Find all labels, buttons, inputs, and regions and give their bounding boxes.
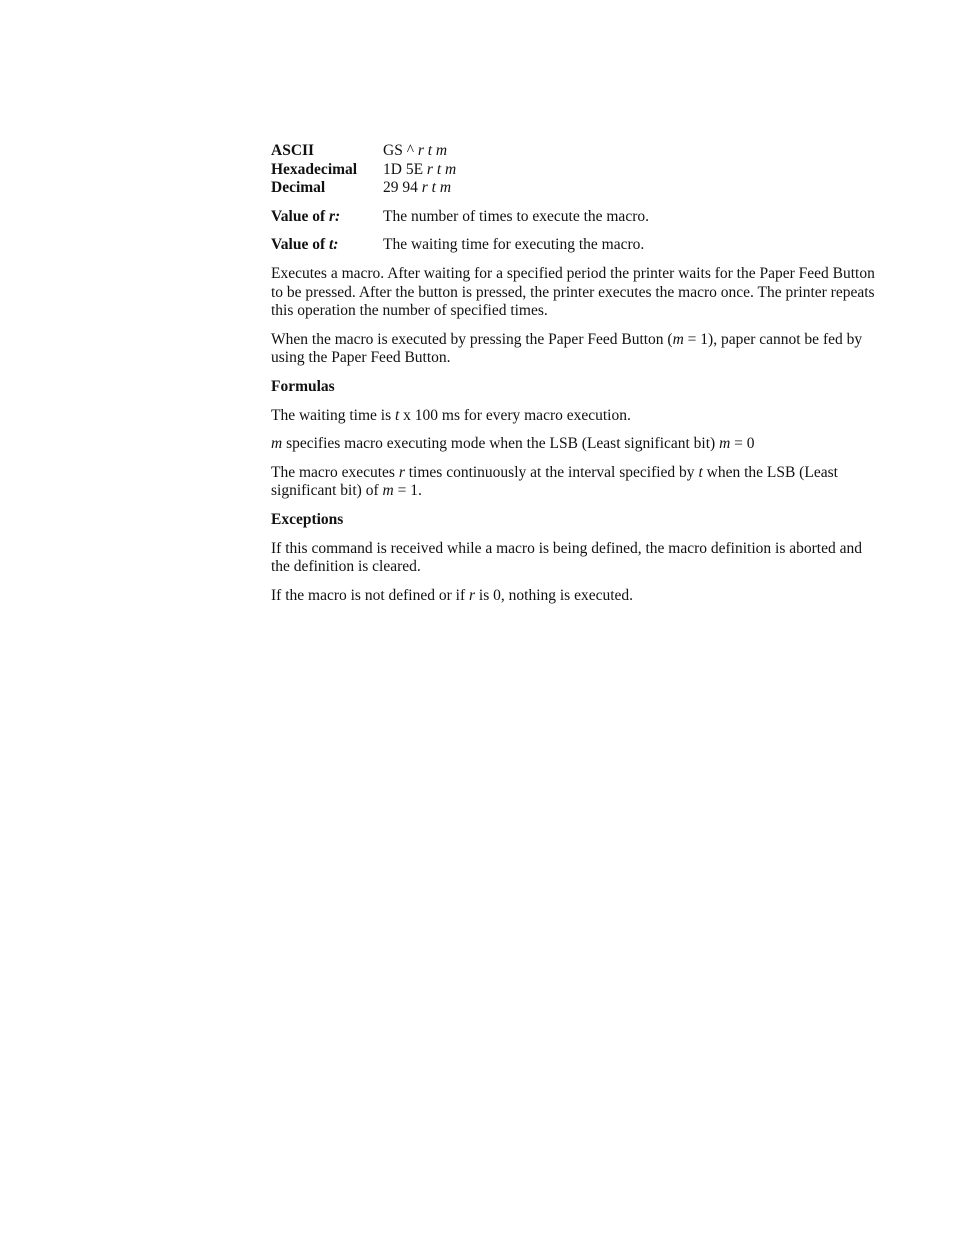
exceptions-heading: Exceptions (271, 510, 344, 528)
paper-feed-var: m (672, 330, 684, 348)
value-of-r-prefix: Value of (271, 207, 329, 225)
formula-3-var3: m (382, 482, 394, 500)
value-of-r-row (271, 208, 881, 227)
hex-params: r t m (426, 160, 457, 178)
formula-continuous (271, 464, 881, 501)
paper-feed-text-a: When the macro is executed by pressing the Paper Feed Button ( (271, 330, 673, 348)
formula-3-text-d: = 1. (393, 482, 422, 500)
ascii-code: GS ^ (383, 142, 418, 159)
decimal-value (383, 179, 881, 198)
formula-3-var: r (398, 463, 405, 481)
decimal-row (271, 179, 881, 198)
hex-code: 1D 5E (383, 160, 427, 178)
formulas-heading: Formulas (271, 377, 335, 395)
command-table (271, 142, 881, 198)
value-of-t-label (271, 236, 383, 255)
hex-value (383, 161, 881, 180)
hex-label: Hexadecimal (271, 160, 358, 178)
formula-1-text-a: The waiting time is (271, 406, 395, 424)
value-of-t-var: t: (329, 236, 339, 254)
formula-mode (271, 435, 881, 454)
formula-waiting-time (271, 407, 881, 426)
value-of-r-label (271, 208, 383, 227)
exception-2-text-a: If the macro is not defined or if (271, 586, 469, 604)
value-of-t-text: The waiting time for executing the macro. (383, 236, 645, 254)
paper-feed-paragraph (271, 331, 881, 368)
hex-row (271, 161, 881, 180)
exception-2-text-b: is 0, nothing is executed. (475, 586, 634, 604)
formula-1-var: t (394, 406, 400, 424)
ascii-params: r t m (417, 142, 448, 159)
ascii-value (383, 142, 881, 161)
value-of-t-prefix: Value of (271, 236, 329, 254)
ascii-label: ASCII (271, 142, 315, 159)
document-page (271, 142, 881, 605)
value-of-r-text: The number of times to execute the macro. (383, 207, 649, 225)
description-paragraph: Executes a macro. After waiting for a specified period the printer waits for the Paper Feed Button to be pressed. After the button is pressed, the printer executes the macro once. The printer repeats this operation the number of specified times. (271, 264, 875, 320)
decimal-params: r t m (421, 179, 452, 197)
formula-3-text-c: when the LSB (Least significant bit) of (271, 463, 838, 500)
formula-2-text-b: = 0 (730, 435, 755, 453)
formula-3-var2: t (698, 463, 703, 481)
decimal-label: Decimal (271, 179, 326, 197)
exception-not-defined (271, 587, 881, 606)
formula-3-text-a: The macro executes (271, 463, 399, 481)
exception-2-var: r (469, 586, 476, 604)
formula-3-text-b: times continuously at the interval specified by (404, 463, 699, 481)
formula-2-var2: m (719, 435, 731, 453)
exception-defining: If this command is received while a macro is being defined, the macro definition is aborted and the definition is cleared. (271, 539, 862, 576)
paper-feed-text-b: = 1), paper cannot be fed by using the Paper Feed Button. (271, 330, 863, 367)
formula-2-text-a: specifies macro executing mode when the LSB (Least significant bit) (282, 435, 720, 453)
value-of-r-var: r: (329, 207, 341, 225)
formula-1-text-b: x 100 ms for every macro execution. (399, 406, 631, 424)
formula-2-var: m (271, 435, 283, 453)
decimal-code: 29 94 (383, 179, 422, 197)
ascii-row (271, 142, 881, 161)
value-of-t-row (271, 236, 881, 255)
